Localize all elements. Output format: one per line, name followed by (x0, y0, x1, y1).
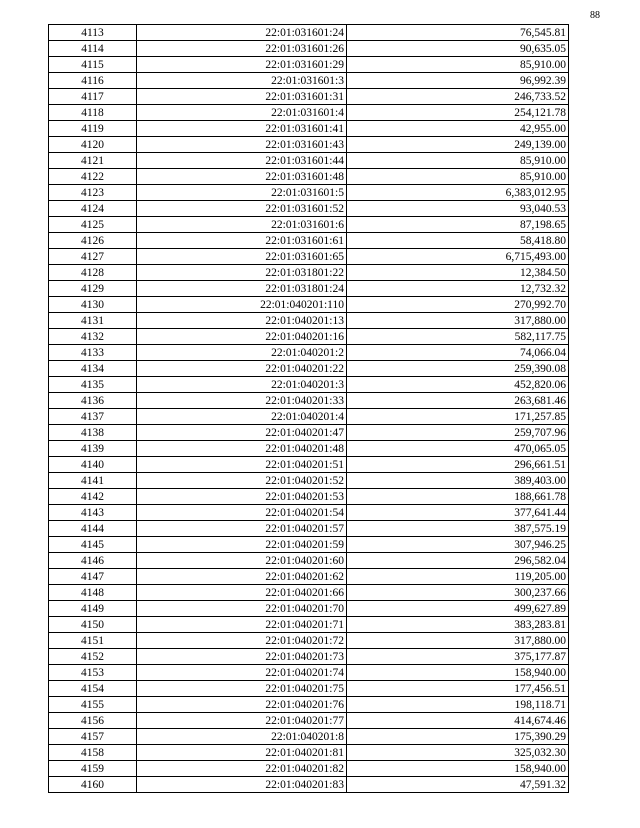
cadastral-number-cell: 22:01:040201:82 (137, 761, 347, 777)
cadastral-number-cell: 22:01:040201:75 (137, 681, 347, 697)
cadastral-number-cell: 22:01:031601:4 (137, 105, 347, 121)
row-number-cell: 4157 (49, 729, 137, 745)
cadastral-value-cell: 317,880.00 (347, 313, 569, 329)
table-row (49, 537, 569, 553)
row-number-cell: 4127 (49, 249, 137, 265)
page-number: 88 (590, 10, 600, 21)
table-row (49, 665, 569, 681)
cadastral-number-cell: 22:01:040201:66 (137, 585, 347, 601)
cadastral-value-cell: 263,681.46 (347, 393, 569, 409)
cadastral-number-cell: 22:01:031601:6 (137, 217, 347, 233)
row-number-cell: 4135 (49, 377, 137, 393)
table-row (49, 41, 569, 57)
row-number-cell: 4146 (49, 553, 137, 569)
row-number-cell: 4132 (49, 329, 137, 345)
cadastral-value-cell: 325,032.30 (347, 745, 569, 761)
cadastral-number-cell: 22:01:031801:24 (137, 281, 347, 297)
cadastral-number-cell: 22:01:031601:31 (137, 89, 347, 105)
table-row (49, 601, 569, 617)
table-row (49, 457, 569, 473)
table-row (49, 137, 569, 153)
row-number-cell: 4138 (49, 425, 137, 441)
cadastral-number-cell: 22:01:040201:73 (137, 649, 347, 665)
table-row (49, 89, 569, 105)
row-number-cell: 4136 (49, 393, 137, 409)
row-number-cell: 4131 (49, 313, 137, 329)
cadastral-value-cell: 377,641.44 (347, 505, 569, 521)
cadastral-value-cell: 6,715,493.00 (347, 249, 569, 265)
cadastral-number-cell: 22:01:031601:44 (137, 153, 347, 169)
cadastral-number-cell: 22:01:031801:22 (137, 265, 347, 281)
row-number-cell: 4124 (49, 201, 137, 217)
table-row (49, 121, 569, 137)
cadastral-value-cell: 317,880.00 (347, 633, 569, 649)
cadastral-number-cell: 22:01:040201:47 (137, 425, 347, 441)
cadastral-value-cell: 499,627.89 (347, 601, 569, 617)
cadastral-value-cell: 96,992.39 (347, 73, 569, 89)
table-row (49, 249, 569, 265)
table-row (49, 377, 569, 393)
row-number-cell: 4149 (49, 601, 137, 617)
row-number-cell: 4121 (49, 153, 137, 169)
cadastral-value-cell: 259,707.96 (347, 425, 569, 441)
cadastral-value-cell: 47,591.32 (347, 777, 569, 793)
table-row (49, 297, 569, 313)
table-row (49, 345, 569, 361)
cadastral-number-cell: 22:01:040201:3 (137, 377, 347, 393)
table-row (49, 169, 569, 185)
table-row (49, 553, 569, 569)
table-row (49, 105, 569, 121)
table-row (49, 713, 569, 729)
cadastral-number-cell: 22:01:040201:60 (137, 553, 347, 569)
table-row (49, 73, 569, 89)
table-row (49, 281, 569, 297)
row-number-cell: 4151 (49, 633, 137, 649)
row-number-cell: 4143 (49, 505, 137, 521)
cadastral-value-cell: 6,383,012.95 (347, 185, 569, 201)
cadastral-number-cell: 22:01:031601:43 (137, 137, 347, 153)
row-number-cell: 4141 (49, 473, 137, 489)
cadastral-value-cell: 158,940.00 (347, 761, 569, 777)
row-number-cell: 4120 (49, 137, 137, 153)
cadastral-number-cell: 22:01:031601:3 (137, 73, 347, 89)
cadastral-number-cell: 22:01:040201:59 (137, 537, 347, 553)
table-row (49, 201, 569, 217)
table-row (49, 329, 569, 345)
row-number-cell: 4115 (49, 57, 137, 73)
row-number-cell: 4113 (49, 25, 137, 41)
cadastral-value-cell: 87,198.65 (347, 217, 569, 233)
row-number-cell: 4137 (49, 409, 137, 425)
table-row (49, 265, 569, 281)
cadastral-number-cell: 22:01:040201:8 (137, 729, 347, 745)
row-number-cell: 4123 (49, 185, 137, 201)
cadastral-number-cell: 22:01:040201:71 (137, 617, 347, 633)
row-number-cell: 4150 (49, 617, 137, 633)
row-number-cell: 4153 (49, 665, 137, 681)
row-number-cell: 4144 (49, 521, 137, 537)
table-row (49, 233, 569, 249)
cadastral-value-cell: 76,545.81 (347, 25, 569, 41)
cadastral-value-cell: 387,575.19 (347, 521, 569, 537)
table-row (49, 441, 569, 457)
table-row (49, 633, 569, 649)
row-number-cell: 4114 (49, 41, 137, 57)
cadastral-value-cell: 307,946.25 (347, 537, 569, 553)
cadastral-value-cell: 74,066.04 (347, 345, 569, 361)
cadastral-number-cell: 22:01:040201:16 (137, 329, 347, 345)
cadastral-number-cell: 22:01:031601:61 (137, 233, 347, 249)
cadastral-number-cell: 22:01:040201:52 (137, 473, 347, 489)
cadastral-value-cell: 582,117.75 (347, 329, 569, 345)
table-row (49, 425, 569, 441)
cadastral-value-cell: 300,237.66 (347, 585, 569, 601)
cadastral-value-cell: 12,384.50 (347, 265, 569, 281)
row-number-cell: 4147 (49, 569, 137, 585)
cadastral-value-cell: 42,955.00 (347, 121, 569, 137)
cadastral-number-cell: 22:01:040201:53 (137, 489, 347, 505)
row-number-cell: 4133 (49, 345, 137, 361)
cadastral-value-cell: 254,121.78 (347, 105, 569, 121)
row-number-cell: 4160 (49, 777, 137, 793)
table-row (49, 505, 569, 521)
table-row (49, 393, 569, 409)
cadastral-value-cell: 58,418.80 (347, 233, 569, 249)
table-row (49, 361, 569, 377)
row-number-cell: 4154 (49, 681, 137, 697)
row-number-cell: 4128 (49, 265, 137, 281)
cadastral-value-cell: 177,456.51 (347, 681, 569, 697)
row-number-cell: 4158 (49, 745, 137, 761)
table-row (49, 761, 569, 777)
cadastral-value-cell: 249,139.00 (347, 137, 569, 153)
cadastral-value-cell: 375,177.87 (347, 649, 569, 665)
cadastral-number-cell: 22:01:031601:26 (137, 41, 347, 57)
row-number-cell: 4140 (49, 457, 137, 473)
table-body (49, 25, 569, 793)
table-row (49, 313, 569, 329)
table-row (49, 409, 569, 425)
table-row (49, 153, 569, 169)
cadastral-number-cell: 22:01:040201:76 (137, 697, 347, 713)
table-row (49, 729, 569, 745)
cadastral-value-cell: 12,732.32 (347, 281, 569, 297)
cadastral-value-cell: 188,661.78 (347, 489, 569, 505)
table-row (49, 585, 569, 601)
cadastral-value-cell: 158,940.00 (347, 665, 569, 681)
cadastral-value-cell: 93,040.53 (347, 201, 569, 217)
cadastral-value-cell: 470,065.05 (347, 441, 569, 457)
cadastral-number-cell: 22:01:040201:83 (137, 777, 347, 793)
cadastral-number-cell: 22:01:040201:74 (137, 665, 347, 681)
cadastral-number-cell: 22:01:031601:41 (137, 121, 347, 137)
table-row (49, 185, 569, 201)
cadastral-number-cell: 22:01:031601:48 (137, 169, 347, 185)
cadastral-value-cell: 389,403.00 (347, 473, 569, 489)
table-row (49, 473, 569, 489)
cadastral-value-cell: 90,635.05 (347, 41, 569, 57)
row-number-cell: 4155 (49, 697, 137, 713)
cadastral-number-cell: 22:01:031601:29 (137, 57, 347, 73)
row-number-cell: 4134 (49, 361, 137, 377)
cadastral-value-cell: 119,205.00 (347, 569, 569, 585)
cadastral-number-cell: 22:01:031601:24 (137, 25, 347, 41)
row-number-cell: 4139 (49, 441, 137, 457)
cadastral-value-cell: 246,733.52 (347, 89, 569, 105)
table-row (49, 617, 569, 633)
cadastral-value-cell: 85,910.00 (347, 169, 569, 185)
cadastral-number-cell: 22:01:040201:13 (137, 313, 347, 329)
cadastral-value-cell: 85,910.00 (347, 153, 569, 169)
row-number-cell: 4156 (49, 713, 137, 729)
cadastral-value-cell: 85,910.00 (347, 57, 569, 73)
cadastral-value-cell: 296,582.04 (347, 553, 569, 569)
table-row (49, 697, 569, 713)
row-number-cell: 4142 (49, 489, 137, 505)
row-number-cell: 4152 (49, 649, 137, 665)
table-row (49, 489, 569, 505)
table-row (49, 217, 569, 233)
cadastral-value-cell: 414,674.46 (347, 713, 569, 729)
cadastral-value-cell: 452,820.06 (347, 377, 569, 393)
cadastral-number-cell: 22:01:040201:51 (137, 457, 347, 473)
row-number-cell: 4129 (49, 281, 137, 297)
cadastral-number-cell: 22:01:031601:5 (137, 185, 347, 201)
cadastral-number-cell: 22:01:040201:110 (137, 297, 347, 313)
row-number-cell: 4159 (49, 761, 137, 777)
cadastral-number-cell: 22:01:040201:62 (137, 569, 347, 585)
cadastral-value-cell: 383,283.81 (347, 617, 569, 633)
table-row (49, 521, 569, 537)
row-number-cell: 4130 (49, 297, 137, 313)
cadastral-value-table (48, 24, 569, 793)
cadastral-number-cell: 22:01:040201:2 (137, 345, 347, 361)
cadastral-number-cell: 22:01:040201:33 (137, 393, 347, 409)
cadastral-number-cell: 22:01:031601:52 (137, 201, 347, 217)
cadastral-number-cell: 22:01:040201:4 (137, 409, 347, 425)
row-number-cell: 4145 (49, 537, 137, 553)
row-number-cell: 4118 (49, 105, 137, 121)
cadastral-number-cell: 22:01:040201:77 (137, 713, 347, 729)
table-row (49, 649, 569, 665)
cadastral-value-cell: 198,118.71 (347, 697, 569, 713)
table-row (49, 681, 569, 697)
row-number-cell: 4117 (49, 89, 137, 105)
cadastral-value-cell: 171,257.85 (347, 409, 569, 425)
row-number-cell: 4119 (49, 121, 137, 137)
row-number-cell: 4126 (49, 233, 137, 249)
cadastral-value-cell: 259,390.08 (347, 361, 569, 377)
cadastral-number-cell: 22:01:040201:70 (137, 601, 347, 617)
cadastral-value-cell: 175,390.29 (347, 729, 569, 745)
table-row (49, 777, 569, 793)
cadastral-number-cell: 22:01:040201:72 (137, 633, 347, 649)
row-number-cell: 4148 (49, 585, 137, 601)
cadastral-number-cell: 22:01:031601:65 (137, 249, 347, 265)
row-number-cell: 4122 (49, 169, 137, 185)
table-row (49, 25, 569, 41)
table-row (49, 569, 569, 585)
cadastral-number-cell: 22:01:040201:22 (137, 361, 347, 377)
cadastral-number-cell: 22:01:040201:81 (137, 745, 347, 761)
row-number-cell: 4116 (49, 73, 137, 89)
cadastral-value-cell: 270,992.70 (347, 297, 569, 313)
cadastral-number-cell: 22:01:040201:57 (137, 521, 347, 537)
table-row (49, 57, 569, 73)
table-row (49, 745, 569, 761)
row-number-cell: 4125 (49, 217, 137, 233)
cadastral-number-cell: 22:01:040201:48 (137, 441, 347, 457)
cadastral-value-cell: 296,661.51 (347, 457, 569, 473)
cadastral-number-cell: 22:01:040201:54 (137, 505, 347, 521)
